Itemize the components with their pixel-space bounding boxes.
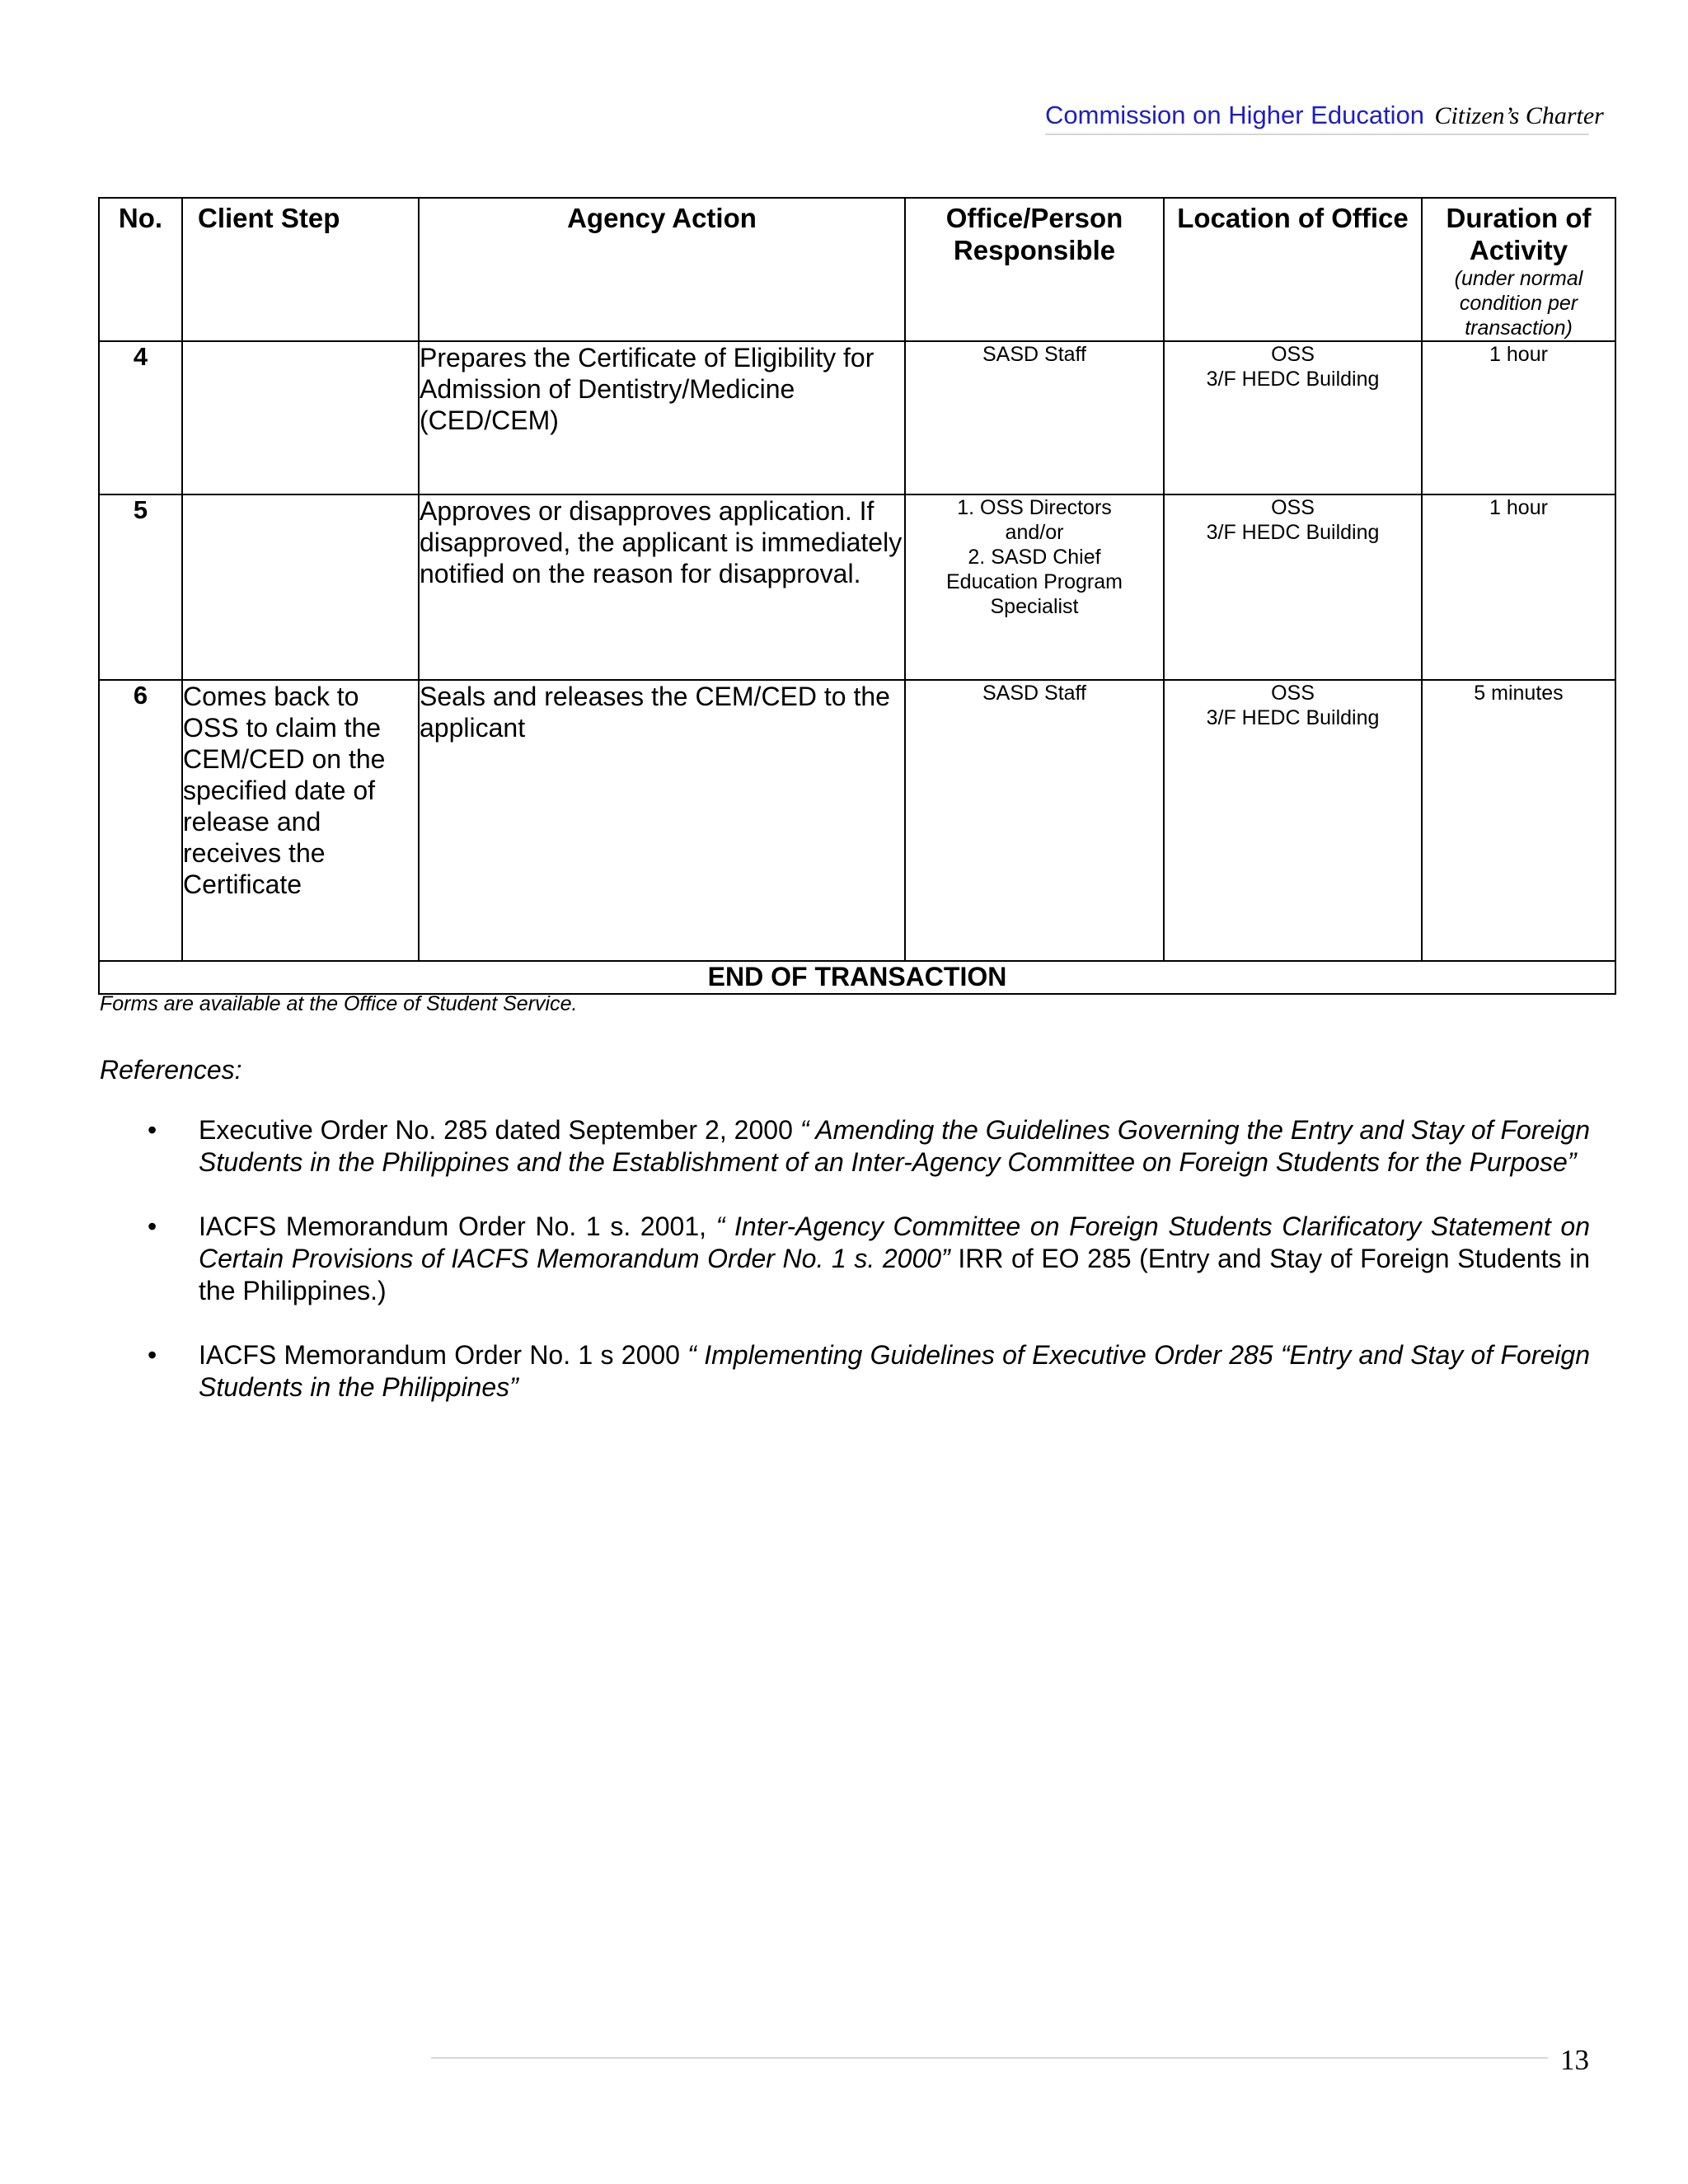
row-client-step <box>182 341 419 494</box>
process-table <box>98 197 1616 995</box>
reference-title: “ Implementing Guidelines of Executive Order 285 “Entry and Stay of Foreign Students in the Philippines” <box>199 1340 1591 1402</box>
header-organization: Commission on Higher Education <box>1045 101 1425 129</box>
row-client-step: Comes back to OSS to claim the CEM/CED on the specified date of release and receives the Certificate <box>182 680 419 961</box>
table-header-row <box>99 198 1615 341</box>
table-end-row <box>99 961 1615 994</box>
header-duration <box>1422 198 1615 341</box>
header-location: Location of Office <box>1164 198 1422 341</box>
bullet-icon: • <box>148 1340 157 1370</box>
header-agency-action: Agency Action <box>419 198 905 341</box>
forms-note: Forms are available at the Office of Student Service. <box>100 992 578 1015</box>
header-office-person: Office/Person Responsible <box>905 198 1164 341</box>
header-duration-note: (under normal condition per transaction) <box>1454 267 1583 340</box>
row-agency-action: Prepares the Certificate of Eligibility for Admission of Dentistry/Medicine (CED/CEM) <box>419 341 905 494</box>
table-row <box>99 680 1615 961</box>
row-agency-action: Approves or disapproves application. If disapproved, the applicant is immediately notified on the reason for disapproval. <box>419 494 905 680</box>
page-header <box>1045 101 1604 135</box>
row-agency-action: Seals and releases the CEM/CED to the applicant <box>419 680 905 961</box>
reference-item <box>148 1211 1591 1307</box>
end-of-transaction: END OF TRANSACTION <box>99 961 1615 994</box>
table-row <box>99 494 1615 680</box>
footer-divider <box>431 2057 1548 2059</box>
row-location: OSS 3/F HEDC Building <box>1164 680 1422 961</box>
row-duration: 5 minutes <box>1422 680 1615 961</box>
row-office-person: 1. OSS Directors and/or 2. SASD Chief Education Program Specialist <box>905 494 1164 680</box>
references-title: References: <box>100 1055 242 1085</box>
row-office-person: SASD Staff <box>905 680 1164 961</box>
row-location: OSS 3/F HEDC Building <box>1164 494 1422 680</box>
row-office-person: SASD Staff <box>905 341 1164 494</box>
reference-item <box>148 1339 1591 1404</box>
reference-text: Executive Order No. 285 dated September 2, 2000 <box>199 1115 800 1145</box>
bullet-icon: • <box>148 1115 157 1145</box>
table-row <box>99 341 1615 494</box>
row-no: 6 <box>99 680 182 961</box>
header-client-step: Client Step <box>182 198 419 341</box>
row-duration: 1 hour <box>1422 494 1615 680</box>
references-list <box>148 1114 1591 1436</box>
row-location: OSS 3/F HEDC Building <box>1164 341 1422 494</box>
header-charter: Citizen’s Charter <box>1434 102 1604 129</box>
reference-text: IACFS Memorandum Order No. 1 s. 2001, <box>199 1212 716 1241</box>
reference-title: “ Inter-Agency Committee on Foreign Students Clarificatory Statement on Certain Provisions of IACFS Memorandum Order No. 1 s. 2000” <box>199 1212 1591 1273</box>
reference-text: IACFS Memorandum Order No. 1 s 2000 <box>199 1340 688 1370</box>
header-no: No. <box>99 198 182 341</box>
row-client-step <box>182 494 419 680</box>
row-no: 5 <box>99 494 182 680</box>
reference-item <box>148 1114 1591 1179</box>
row-duration: 1 hour <box>1422 341 1615 494</box>
header-duration-label: Duration of Activity <box>1446 203 1592 265</box>
reference-suffix: IRR of EO 285 (Entry and Stay of Foreign Students in the Philippines.) <box>199 1244 1590 1305</box>
bullet-icon: • <box>148 1212 157 1241</box>
reference-title: “ Amending the Guidelines Governing the Entry and Stay of Foreign Students in the Philippines and the Establishment of an Inter-Agency Committee on Foreign Students for the Purpose” <box>199 1115 1591 1177</box>
page-number: 13 <box>1560 2044 1589 2076</box>
row-no: 4 <box>99 341 182 494</box>
